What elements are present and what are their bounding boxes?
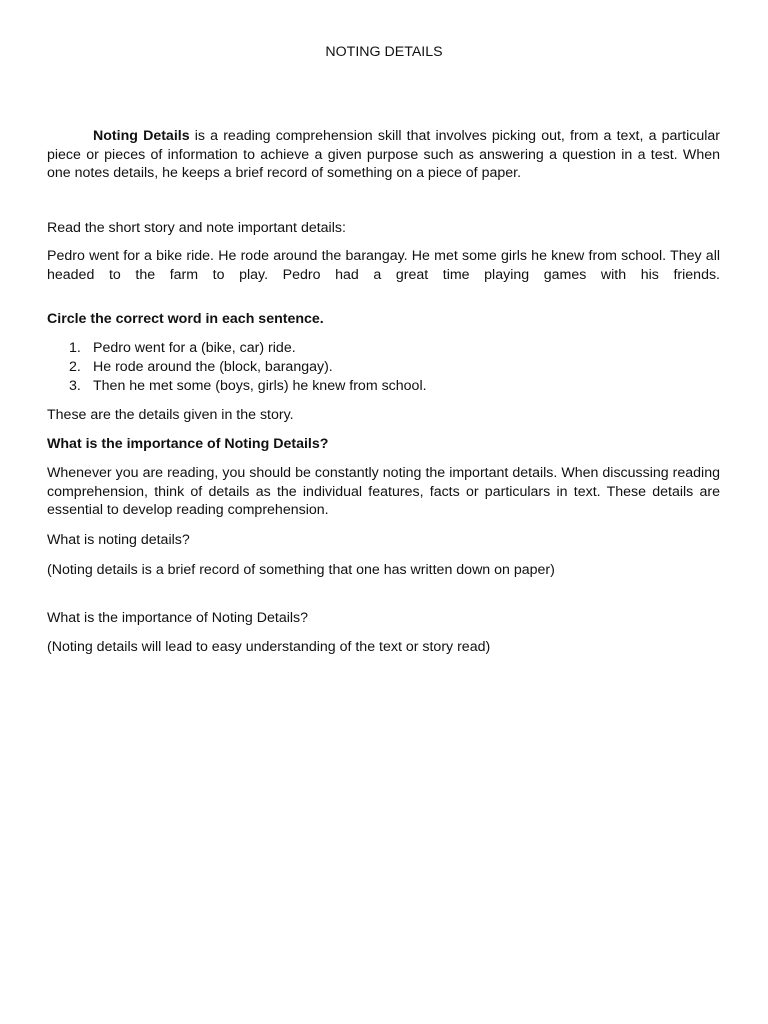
list-item xyxy=(47,377,720,396)
list-item-number: 1. xyxy=(69,340,81,356)
exercise-list xyxy=(47,339,720,396)
answer-2: (Noting details will lead to easy understanding of the text or story read) xyxy=(47,639,491,655)
list-item-number: 3. xyxy=(69,378,81,394)
question-2: What is the importance of Noting Details? xyxy=(47,610,309,626)
intro-term: Noting Details xyxy=(93,128,190,144)
list-item xyxy=(47,339,720,358)
story-paragraph: Pedro went for a bike ride. He rode around the barangay. He met some girls he knew from school. They all headed to the farm to play. Pedro had a great time playing games with his friends. xyxy=(47,248,720,283)
importance-heading: What is the importance of Noting Details? xyxy=(47,436,329,452)
list-item-number: 2. xyxy=(69,359,81,375)
intro-text: is a reading comprehension skill that involves picking out, from a text, a particular piece or pieces of information to achieve a given purpose such as answering a question in a test. When one notes details, he keeps a brief record of something on a piece of paper. xyxy=(47,128,720,181)
intro-paragraph xyxy=(47,127,720,183)
list-item xyxy=(47,358,720,377)
question-1: What is noting details? xyxy=(47,532,190,548)
importance-paragraph: Whenever you are reading, you should be constantly noting the important details. When discussing reading comprehension, think of details as the individual features, facts or particulars in text. These details are essential to develop reading comprehension. xyxy=(47,465,720,518)
details-note: These are the details given in the story. xyxy=(47,407,294,423)
list-item-text: Then he met some (boys, girls) he knew from school. xyxy=(93,378,427,394)
exercise-heading: Circle the correct word in each sentence. xyxy=(47,311,324,327)
list-item-text: He rode around the (block, barangay). xyxy=(93,359,333,375)
list-item-text: Pedro went for a (bike, car) ride. xyxy=(93,340,296,356)
instruction-text: Read the short story and note important details: xyxy=(47,220,346,236)
page-title: NOTING DETAILS xyxy=(325,44,443,60)
answer-1: (Noting details is a brief record of something that one has written down on paper) xyxy=(47,562,555,578)
